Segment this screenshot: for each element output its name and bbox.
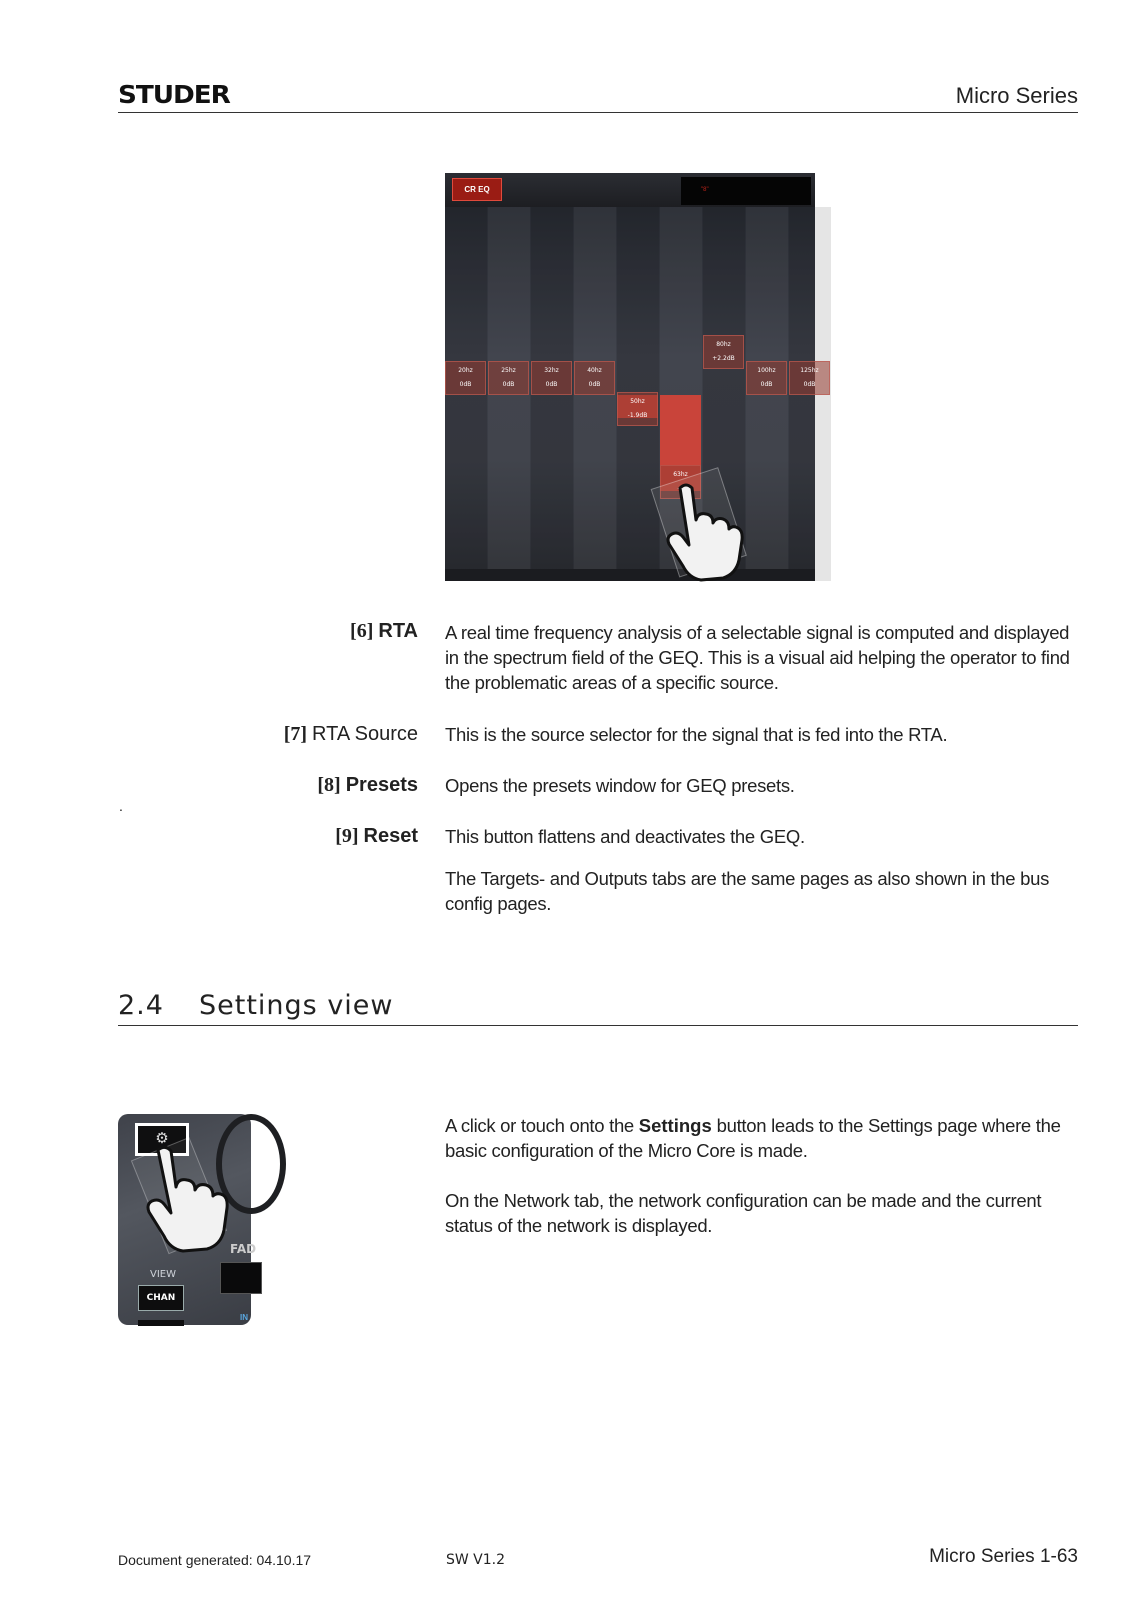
tabs-note: The Targets- and Outputs tabs are the same pages as also shown in the bus config pages. bbox=[445, 868, 1050, 914]
band-gain: 0dB bbox=[459, 381, 472, 388]
footer-generated: Document generated: 04.10.17 bbox=[118, 1552, 312, 1568]
geq-band-32hz[interactable] bbox=[531, 361, 572, 395]
item-name: RTA bbox=[378, 620, 418, 642]
band-gain: +2.2dB bbox=[712, 354, 735, 362]
item-description: A real time frequency analysis of a selectable signal is computed and displayed in the spectrum field of the GEQ. This is a visual aid helping the operator to find the problematic areas of a specific source. bbox=[445, 622, 1070, 693]
item-name: Reset bbox=[363, 825, 418, 847]
geq-band-50hz[interactable] bbox=[617, 392, 658, 426]
band-frequency: 25hz bbox=[501, 367, 516, 374]
header-title: Micro Series bbox=[955, 83, 1078, 108]
pointing-hand-icon bbox=[128, 1136, 228, 1256]
section-title: Settings view bbox=[199, 990, 394, 1021]
settings-screenshot bbox=[118, 1114, 257, 1325]
settings-paragraph-1 bbox=[445, 1113, 1078, 1163]
item-name: RTA Source bbox=[312, 723, 418, 745]
geq-band-40hz[interactable] bbox=[574, 361, 615, 395]
geq-band-20hz[interactable] bbox=[445, 361, 486, 395]
studer-logo: STUDER bbox=[118, 80, 230, 109]
geq-bottom-bar bbox=[445, 569, 815, 581]
band-gain: 0dB bbox=[502, 381, 515, 388]
item-label bbox=[350, 620, 418, 643]
settings-paragraph-2: On the Network tab, the network configuration can be made and the current status of the network is displayed. bbox=[445, 1190, 1042, 1236]
stray-dot: . bbox=[119, 798, 123, 814]
view-label: VIEW bbox=[150, 1269, 176, 1280]
band-gain: 0dB bbox=[588, 381, 601, 388]
band-gain: 0dB bbox=[545, 381, 558, 388]
item-number: [6] bbox=[350, 620, 379, 642]
item-name: Presets bbox=[345, 774, 418, 796]
section-number: 2.4 bbox=[118, 990, 164, 1021]
geq-top-bar bbox=[445, 173, 815, 207]
band-frequency: 20hz bbox=[458, 367, 473, 374]
band-frequency: 50hz bbox=[630, 397, 645, 405]
band-frequency: 32hz bbox=[544, 367, 559, 374]
geq-band-125hz[interactable] bbox=[789, 361, 830, 395]
footer-page-number: Micro Series 1-63 bbox=[929, 1546, 1078, 1567]
header-rule bbox=[118, 112, 1078, 113]
geq-band-25hz[interactable] bbox=[488, 361, 529, 395]
fad-label: FAD bbox=[230, 1242, 257, 1256]
band-gain: 0dB bbox=[760, 381, 773, 388]
settings-para-post: button leads to the Settings page where the basic configuration of the Micro Core is made. bbox=[445, 1115, 1061, 1161]
band-frequency: 100hz bbox=[757, 367, 776, 374]
item-description: This is the source selector for the signal that is fed into the RTA. bbox=[445, 724, 948, 745]
item-label bbox=[317, 774, 418, 797]
chan-button: CHAN bbox=[138, 1285, 184, 1311]
in-label: IN bbox=[240, 1313, 248, 1322]
lower-button bbox=[138, 1320, 184, 1326]
item-label bbox=[284, 723, 418, 746]
settings-para-pre: A click or touch onto the bbox=[445, 1115, 639, 1136]
geq-band-100hz[interactable] bbox=[746, 361, 787, 395]
settings-para-bold: Settings bbox=[638, 1115, 712, 1136]
geq-band-80hz[interactable] bbox=[703, 335, 744, 369]
geq-display-text: "8" bbox=[701, 187, 709, 193]
geq-display bbox=[681, 177, 811, 205]
band-gain: 0dB bbox=[803, 381, 816, 388]
geq-screenshot bbox=[445, 173, 819, 581]
item-description: This button flattens and deactivates the GEQ. bbox=[445, 826, 805, 847]
band-frequency: 80hz bbox=[716, 340, 731, 348]
band-gain: -1.9dB bbox=[627, 411, 648, 419]
footer-sw-version: SW V1.2 bbox=[446, 1552, 506, 1568]
band-frequency: 63hz bbox=[673, 471, 688, 478]
item-number: [7] bbox=[283, 723, 313, 745]
item-number: [8] bbox=[317, 774, 346, 796]
item-number: [9] bbox=[335, 825, 364, 847]
gear-icon: ⚙ bbox=[155, 1130, 169, 1147]
item-description: Opens the presets window for GEQ presets. bbox=[445, 775, 795, 796]
fad-button bbox=[220, 1262, 262, 1294]
pointing-hand-icon bbox=[650, 468, 750, 578]
item-label bbox=[335, 825, 418, 848]
band-frequency: 125hz bbox=[800, 367, 819, 374]
section-rule bbox=[118, 1025, 1078, 1026]
band-frequency: 40hz bbox=[587, 367, 602, 374]
cr-eq-tab: CR EQ bbox=[452, 178, 502, 201]
